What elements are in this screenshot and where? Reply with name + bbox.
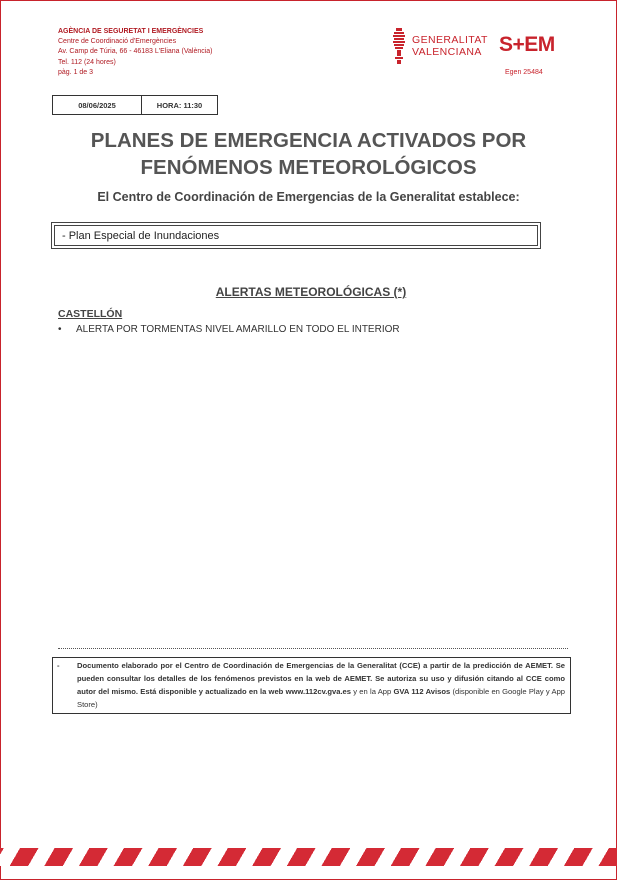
footer-app-name: GVA 112 Avisos bbox=[393, 686, 451, 696]
egen-code: Egen 25484 bbox=[505, 69, 543, 76]
generalitat-emblem-icon bbox=[392, 28, 406, 64]
alert-list bbox=[58, 324, 400, 335]
title-line2: FENÓMENOS METEOROLÓGICOS bbox=[140, 156, 477, 179]
bullet-icon: • bbox=[58, 324, 62, 335]
agency-name: AGÈNCIA DE SEGURETAT I EMERGÈNCIES bbox=[58, 28, 204, 35]
sem-logo: S+EM bbox=[499, 33, 555, 56]
alert-text: ALERTA POR TORMENTAS NIVEL AMARILLO EN TODO EL INTERIOR bbox=[76, 324, 400, 335]
title-line1: PLANES DE EMERGENCIA ACTIVADOS POR bbox=[90, 129, 527, 152]
page-subtitle: El Centro de Coordinación de Emergencias de la Generalitat establece: bbox=[97, 190, 520, 204]
active-plans-box bbox=[51, 222, 541, 249]
footer-bold-text: Documento elaborado por el Centro de Coordinación de Emergencias de la Generalitat (CCE) a partir de la predicción de AEMET. Se pueden consultar los detalles de los fenómenos previstos en la web de AEMET. Se autoriza su uso y difusión citando al CCE como autor del mismo. Está disponible y actualizado en la web www.112cv.gva.es bbox=[77, 661, 565, 696]
agency-header bbox=[58, 27, 213, 78]
gv-name-line2: VALENCIANA bbox=[412, 46, 482, 58]
active-plan-item: - Plan Especial de Inundaciones bbox=[54, 225, 538, 246]
footer-normal-text: y en la App bbox=[351, 686, 394, 696]
agency-centre: Centre de Coordinació d'Emergències bbox=[58, 38, 177, 46]
stripe-band bbox=[0, 848, 617, 866]
date-time-box bbox=[52, 95, 218, 115]
footer-store-text: (disponible en Google Play y App Store) bbox=[77, 686, 566, 709]
generalitat-logo bbox=[392, 28, 488, 64]
page-number: pàg. 1 de 3 bbox=[58, 68, 94, 76]
footer-note bbox=[52, 657, 571, 714]
page-title bbox=[0, 127, 617, 181]
gv-name-line1: GENERALITAT bbox=[412, 34, 488, 46]
agency-address: Av. Camp de Túria, 66 - 46183 L'Eliana (València) bbox=[58, 48, 213, 56]
footer-text bbox=[77, 660, 565, 713]
date-cell: 08/06/2025 bbox=[53, 96, 142, 114]
region-heading: CASTELLÓN bbox=[58, 308, 123, 320]
footer-dash: - bbox=[57, 661, 60, 670]
agency-phone: Tel. 112 (24 hores) bbox=[58, 58, 116, 66]
divider bbox=[58, 648, 568, 649]
alerts-heading: ALERTAS METEOROLÓGICAS (*) bbox=[215, 285, 407, 299]
list-item bbox=[58, 324, 400, 335]
time-cell: HORA: 11:30 bbox=[156, 100, 203, 110]
